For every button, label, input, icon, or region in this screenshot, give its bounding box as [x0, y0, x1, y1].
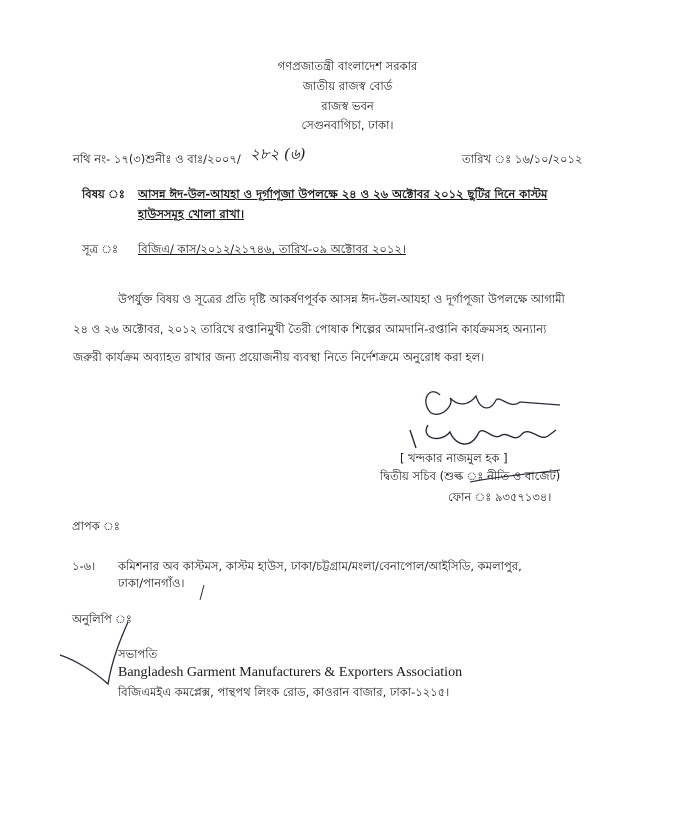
body-line-2: ২৪ ও ২৬ অক্টোবর, ২০১২ তারিখে রপ্তানিমুখী তৈরী পোষাক শিল্পের আমদানি-রপ্তানি কার্যক্রমসহ অন্যান্য	[73, 322, 547, 336]
signatory-name: [ খন্দকার নাজমুল হক ]	[400, 451, 508, 465]
letter-date: তারিখ ঃ ১৬/১০/২০১২	[462, 152, 583, 166]
header-government: গণপ্রজাতন্ত্রী বাংলাদেশ সরকার	[277, 59, 418, 73]
header-address: সেগুনবাগিচা, ঢাকা।	[301, 118, 394, 132]
recipient-line-2: ঢাকা/পানগাঁও।	[118, 576, 185, 590]
signatory-phone: ফোন ঃ ৯৩৫৭১৩৪।	[448, 490, 552, 504]
copy-label: অনুলিপি ঃ	[72, 612, 132, 626]
body-line-3: জরুরী কার্যক্রম অব্যাহত রাখার জন্য প্রয়োজনীয় ব্যবস্থা নিতে নির্দেশক্রমে অনুরোধ করা হল।	[73, 350, 485, 364]
recipient-number: ১-৬।	[72, 559, 96, 573]
body-line-1: উপর্যুক্ত বিষয় ও সূত্রের প্রতি দৃষ্টি আকর্ষণপূর্বক আসন্ন ঈদ-উল-আযহা ও দূর্গাপূজা উপলক্ষে আগামী	[118, 292, 565, 306]
subject-line-2: হাউসসমূহ খোলা রাখা।	[138, 207, 245, 221]
header-building: রাজস্ব ভবন	[321, 99, 374, 113]
file-number: নথি নং- ১৭(৩)শুনীঃ ও বাঃ/২০০৭/	[73, 152, 241, 166]
copy-line-3: বিজিএমইএ কমপ্লেক্স, পান্থপথ লিংক রোড, কাওরান বাজার, ঢাকা-১২১৫।	[118, 685, 450, 699]
subject-line-1: আসন্ন ঈদ-উল-আযহা ও দূর্গাপূজা উপলক্ষে ২৪ ও ২৬ অক্টোবর ২০১২ ছুটির দিনে কাস্টম	[138, 187, 548, 201]
recipient-label: প্রাপক ঃ	[72, 519, 120, 533]
copy-line-1: সভাপতি	[118, 647, 158, 661]
recipient-line-1: কমিশনার অব কাস্টমস, কাস্টম হাউস, ঢাকা/চট্টগ্রাম/মংলা/বেনাপোল/আইসিডি, কমলাপুর,	[118, 559, 522, 573]
signatory-designation: দ্বিতীয় সচিব (শুল্ক ঃ নীতি ও বাজেট)	[380, 469, 561, 483]
source-text: বিজিএ/ কাস/২০১২/২১৭৪৬, তারিখ-০৯ অক্টোবর ২০১২।	[138, 242, 406, 256]
source-label: সূত্র ঃ	[82, 242, 119, 256]
file-number-handwritten: ২৮২ (৬)	[250, 145, 306, 163]
copy-line-2: Bangladesh Garment Manufacturers & Exporters Association	[118, 665, 463, 680]
subject-label: বিষয় ঃ	[82, 187, 125, 201]
header-board: জাতীয় রাজস্ব বোর্ড	[302, 79, 393, 93]
